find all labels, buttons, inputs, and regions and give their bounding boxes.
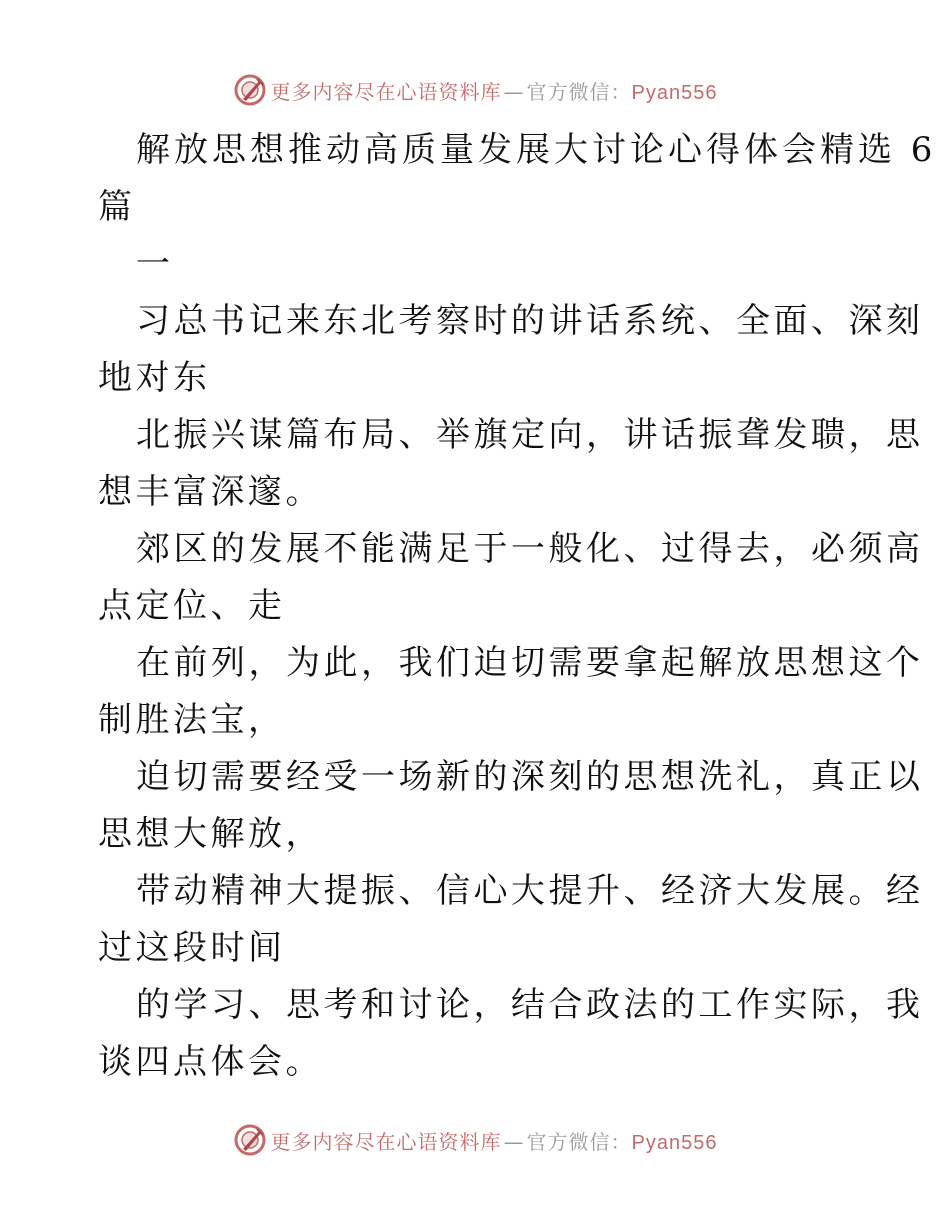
paragraph-line: 过这段时间	[98, 928, 286, 968]
paragraph-line: 带动精神大提振、信心大提升、经济大发展。经	[136, 871, 924, 911]
paragraph-line: 制胜法宝，	[98, 700, 286, 740]
quill-pen-seal-icon	[233, 73, 267, 107]
quill-pen-seal-icon	[233, 1123, 267, 1157]
paragraph-line: 想丰富深邃。	[98, 472, 323, 512]
paragraph-line: 谈四点体会。	[98, 1042, 323, 1082]
footer-watermark	[0, 1120, 950, 1160]
paragraph-line: 地对东	[98, 358, 211, 398]
paragraph-line: 习总书记来东北考察时的讲话系统、全面、深刻	[136, 301, 924, 341]
section-number: 一	[136, 244, 174, 284]
paragraph-line: 迫切需要经受一场新的深刻的思想洗礼，真正以	[136, 757, 924, 797]
paragraph-line: 郊区的发展不能满足于一般化、过得去，必须高	[136, 529, 924, 569]
document-title: 解放思想推动高质量发展大讨论心得体会精选 6	[136, 130, 937, 170]
paragraph-line: 在前列，为此，我们迫切需要拿起解放思想这个	[136, 643, 924, 683]
paragraph-line: 的学习、思考和讨论，结合政法的工作实际，我	[136, 985, 924, 1025]
paragraph-line: 思想大解放，	[98, 814, 323, 854]
paragraph-line: 点定位、走	[98, 586, 286, 626]
document-title-continued: 篇	[98, 187, 136, 227]
header-watermark	[0, 70, 950, 110]
watermark-text: 更多内容尽在心语资料库 — 官方微信：Pyan556	[270, 1129, 718, 1154]
paragraph-line: 北振兴谋篇布局、举旗定向，讲话振聋发聩，思	[136, 415, 924, 455]
document-body	[98, 122, 937, 1091]
watermark-text: 更多内容尽在心语资料库 — 官方微信：Pyan556	[270, 79, 718, 104]
